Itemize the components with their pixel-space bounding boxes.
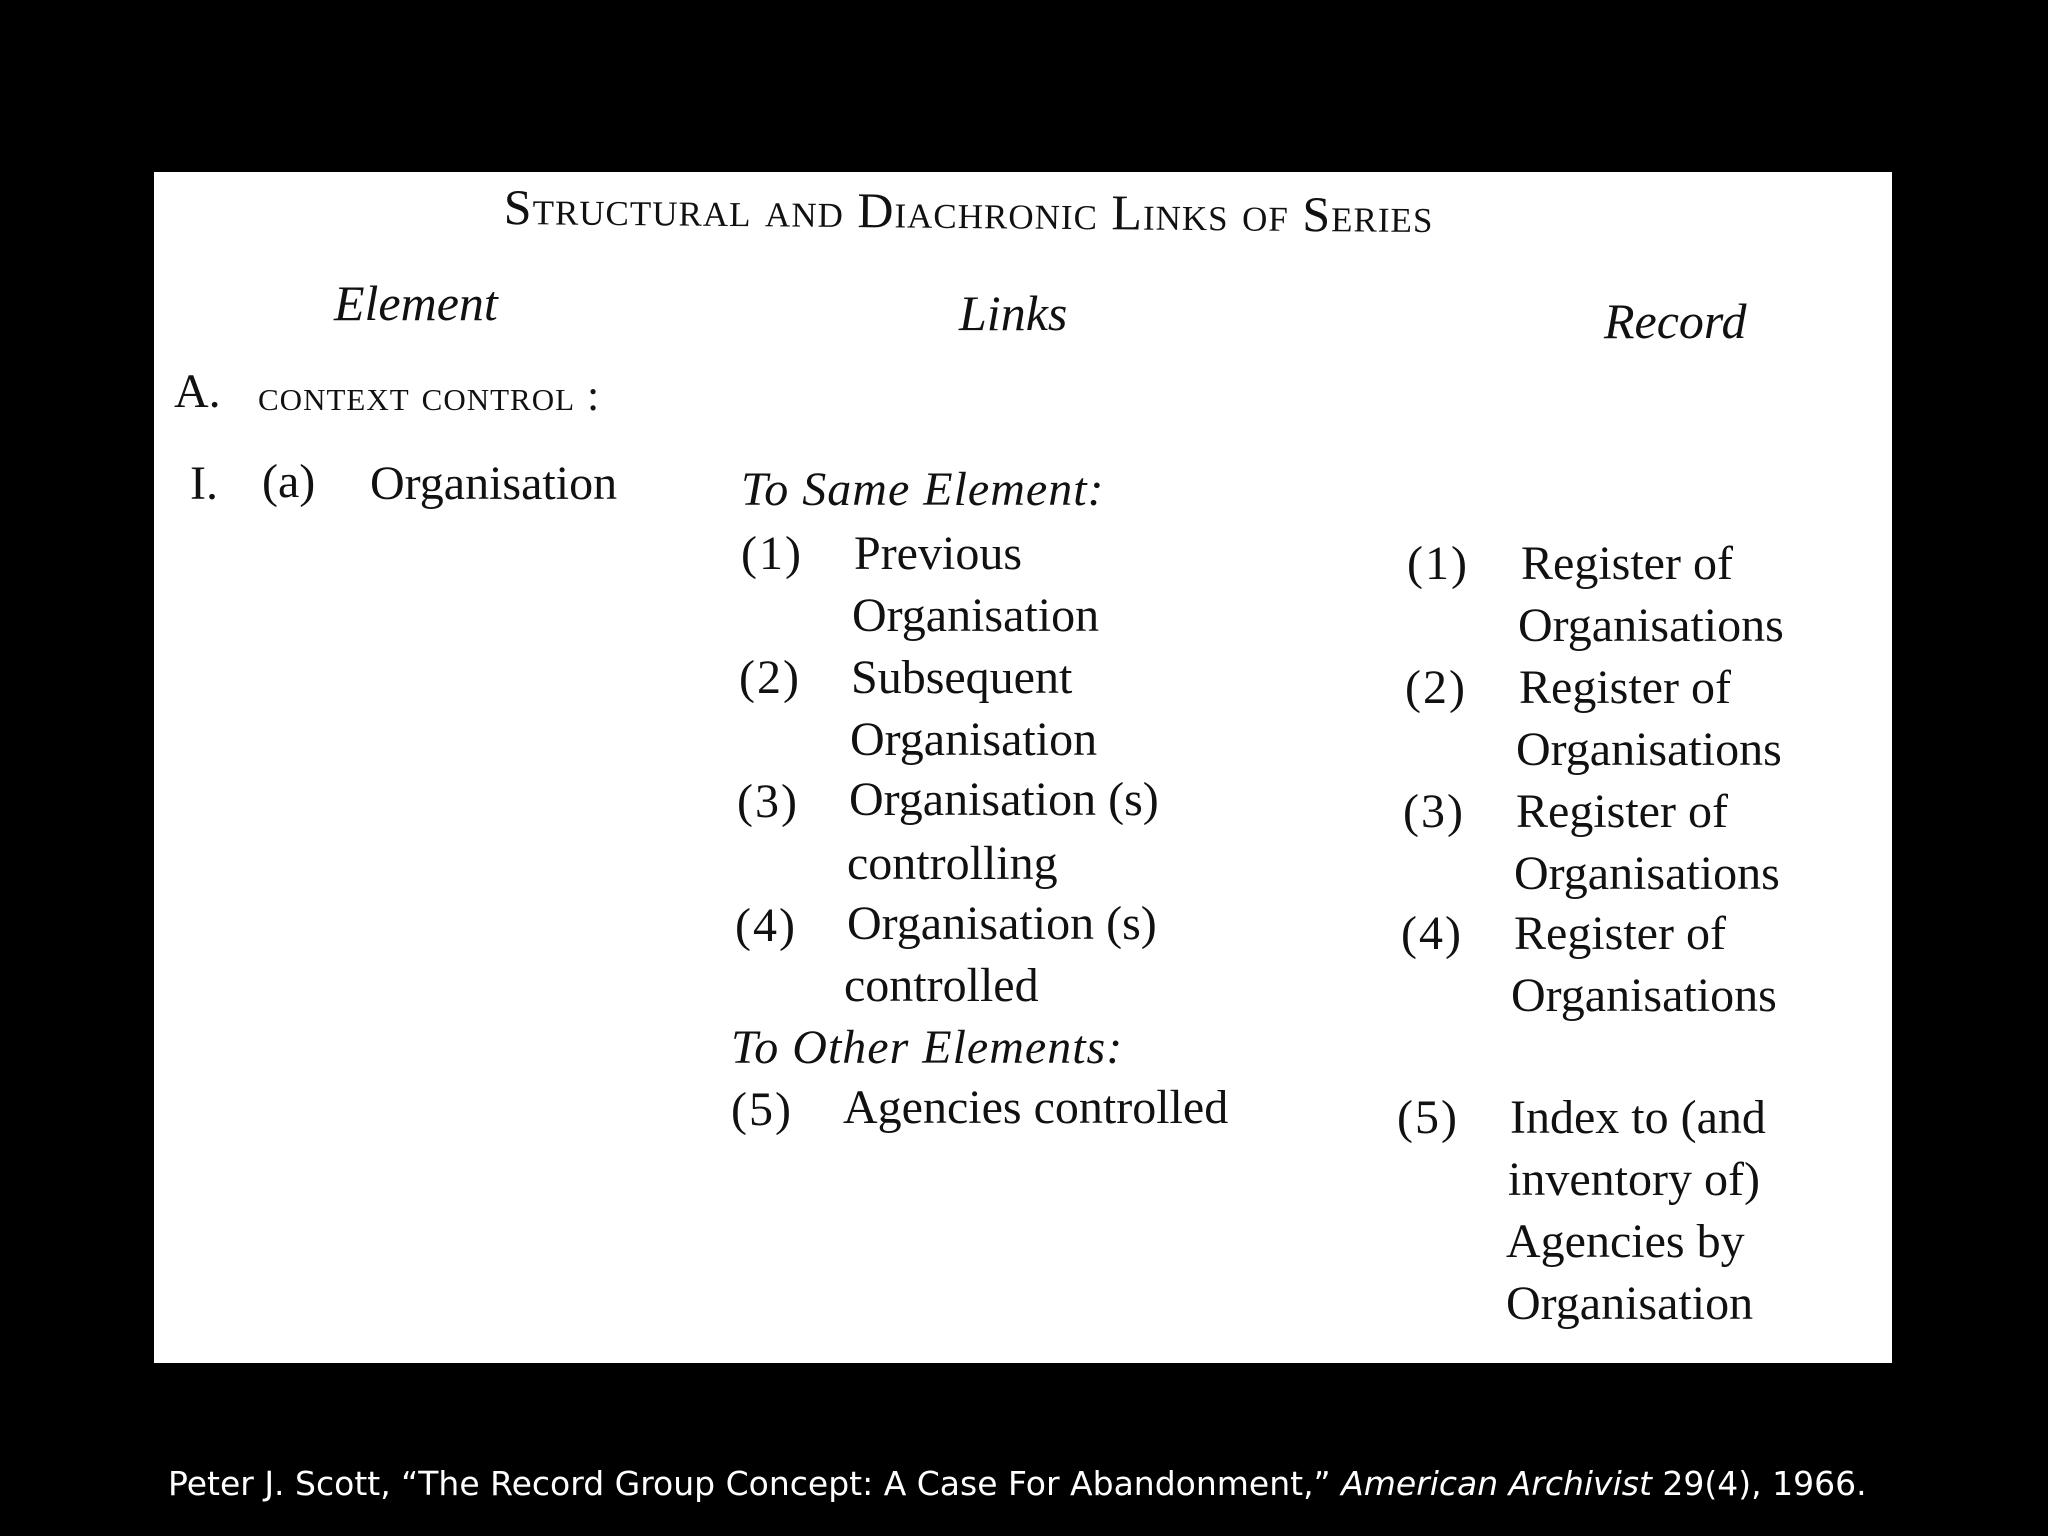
link-text: controlling bbox=[847, 837, 1058, 890]
scanned-table-image bbox=[154, 172, 1892, 1363]
record-text: Organisations bbox=[1514, 847, 1780, 900]
header-element: Element bbox=[334, 275, 498, 331]
record-text: Organisation bbox=[1506, 1277, 1754, 1330]
section-name: context control : bbox=[258, 371, 601, 420]
citation-author-title: Peter J. Scott, “The Record Group Concept: A Case For Abandonment,” bbox=[168, 1464, 1331, 1503]
link-number: (2) bbox=[739, 651, 801, 704]
record-number: (5) bbox=[1397, 1091, 1459, 1144]
record-text: Organisations bbox=[1516, 723, 1782, 776]
record-text: inventory of) bbox=[1508, 1153, 1760, 1206]
entry-number: I. bbox=[190, 457, 218, 510]
link-number: (5) bbox=[731, 1083, 793, 1136]
link-number: (3) bbox=[737, 775, 799, 828]
record-text: Register of bbox=[1519, 661, 1731, 714]
header-record: Record bbox=[1604, 293, 1747, 349]
record-text: Agencies by bbox=[1506, 1215, 1745, 1268]
record-text: Register of bbox=[1516, 785, 1728, 838]
record-text: Organisations bbox=[1518, 599, 1784, 652]
entry-sub: (a) bbox=[262, 455, 316, 508]
link-number: (4) bbox=[735, 899, 797, 952]
record-text: Register of bbox=[1521, 537, 1733, 590]
link-text: Organisation (s) bbox=[849, 773, 1159, 826]
table-title: Structural and Diachronic Links of Series bbox=[503, 179, 1434, 244]
link-text: Organisation bbox=[852, 589, 1100, 642]
record-text: Register of bbox=[1514, 907, 1726, 960]
citation-issue: 29(4), 1966. bbox=[1651, 1464, 1867, 1503]
citation-journal: American Archivist bbox=[1341, 1464, 1652, 1503]
record-number: (1) bbox=[1407, 537, 1469, 590]
citation-caption bbox=[168, 1464, 1867, 1503]
link-text: Agencies controlled bbox=[843, 1081, 1229, 1134]
link-text: Organisation bbox=[850, 713, 1098, 766]
link-text: Previous bbox=[854, 527, 1022, 580]
link-text: controlled bbox=[844, 959, 1039, 1012]
links-other-heading: To Other Elements: bbox=[731, 1021, 1124, 1074]
record-number: (3) bbox=[1403, 785, 1465, 838]
link-text: Subsequent bbox=[851, 651, 1073, 704]
link-text: Organisation (s) bbox=[847, 897, 1157, 950]
entry-element: Organisation bbox=[370, 457, 618, 510]
record-number: (4) bbox=[1401, 907, 1463, 960]
record-text: Organisations bbox=[1511, 969, 1777, 1022]
record-text: Index to (and bbox=[1510, 1091, 1766, 1144]
links-same-heading: To Same Element: bbox=[741, 463, 1105, 516]
link-number: (1) bbox=[741, 527, 803, 580]
record-number: (2) bbox=[1405, 661, 1467, 714]
section-letter: A. bbox=[174, 365, 221, 418]
header-links: Links bbox=[959, 285, 1068, 341]
